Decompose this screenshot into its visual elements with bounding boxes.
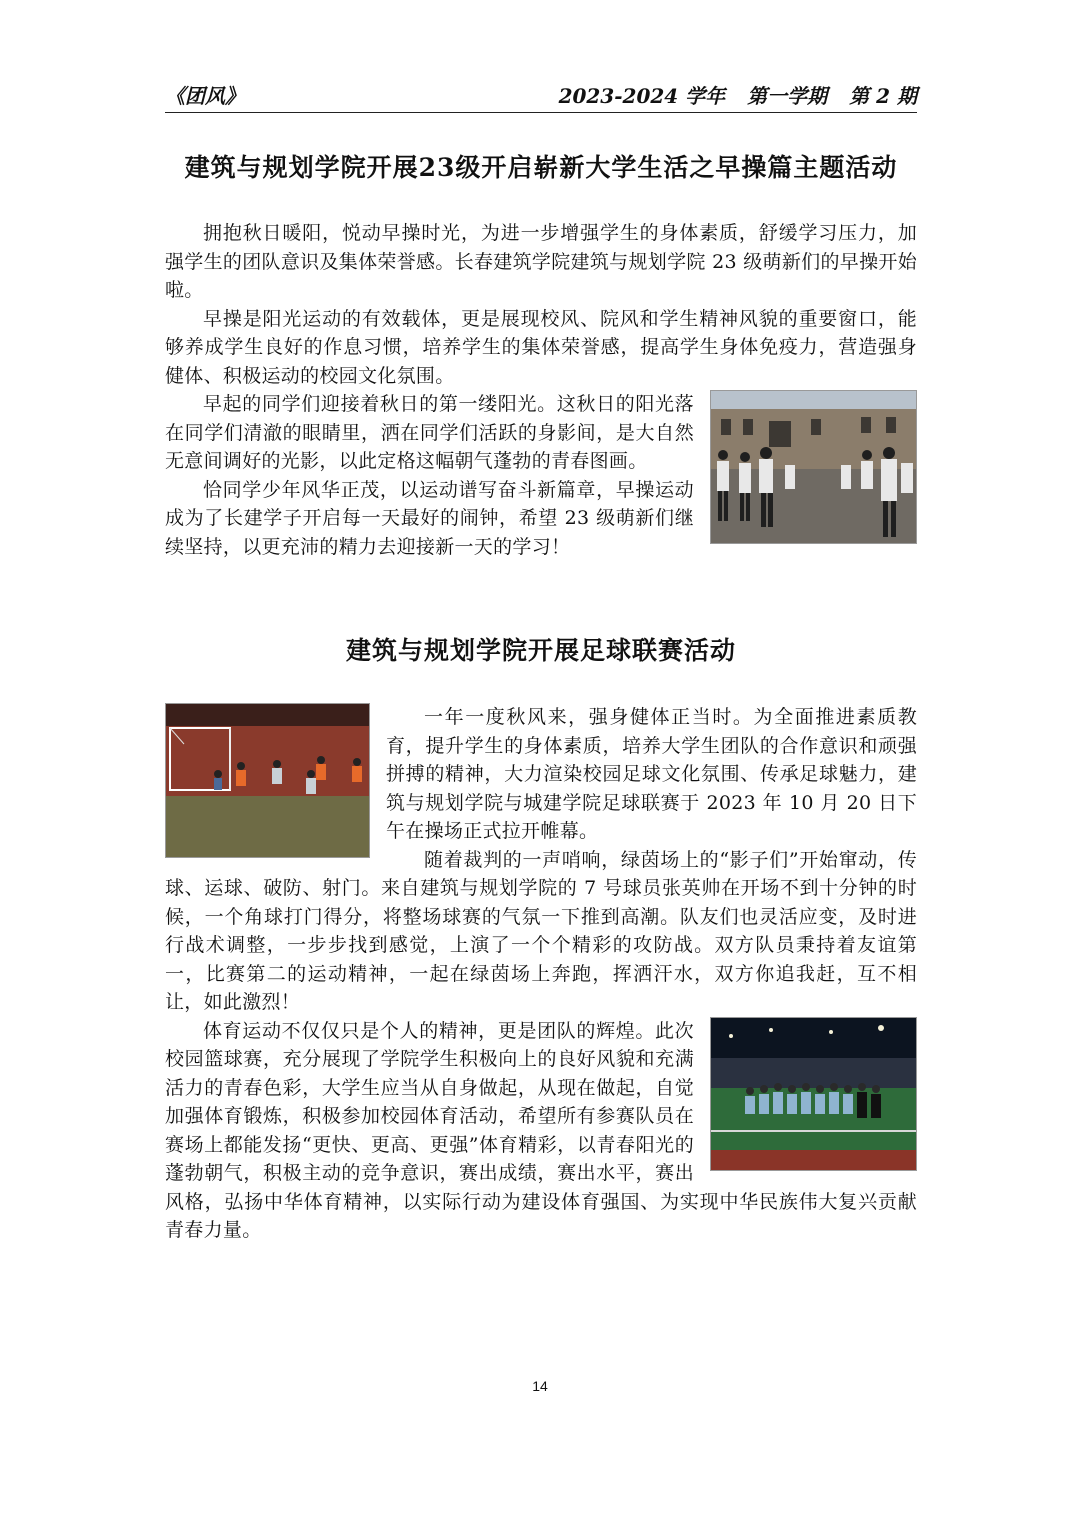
article2-body (165, 703, 917, 1245)
issue-info (537, 80, 917, 109)
article1-paragraph: 早起的同学们迎接着秋日的第一缕阳光。这秋日的阳光落在同学们清澈的眼睛里，洒在同学们活跃的身影间，是大自然无意间调好的光影，以此定格这幅朝气蓬勃的青春图画。 (165, 393, 694, 472)
football-match-image (166, 704, 369, 857)
school-year: 2023-2024 学年 (558, 84, 726, 108)
morning-exercise-photo (710, 390, 917, 544)
article1-body (165, 219, 917, 561)
article2-paragraph: 随着裁判的一声哨响，绿茵场上的“影子们”开始窜动，传球、运球、破防、射门。来自建筑与规划学院的 7 号球员张英帅在开场不到十分钟的时候，一个角球打门得分，将整场球赛的气氛一下推到高潮。队友们也灵活应变，及时进行战术调整，一步步找到感觉，上演了一个个精彩的攻防战。双方队员秉持着友谊第一，比赛第二的运动精神，一起在绿茵场上奔跑，挥洒汗水，双方你追我赶，互不相让，如此激烈！ (165, 848, 917, 1013)
morning-exercise-image (711, 391, 916, 543)
term: 第一学期 (747, 84, 828, 108)
article1-paragraph: 早操是阳光运动的有效载体，更是展现校风、院风和学生精神风貌的重要窗口，能够养成学生良好的作息习惯，培养学生的集体荣誉感，提高学生身体免疫力，营造强身健体、积极运动的校园文化氛围。 (165, 307, 917, 387)
page-number: 14 (532, 1378, 548, 1394)
team-photo-image (711, 1018, 916, 1170)
article2-paragraph: 一年一度秋风来，强身健体正当时。为全面推进素质教育，提升学生的身体素质，培养大学生团队的合作意识和顽强拼搏的精神，大力渲染校园足球文化氛围、传承足球魅力，建筑与规划学院与城建学院足球联赛于 2023 年 10 月 20 日下午在操场正式拉开帷幕。 (386, 706, 917, 842)
article1-paragraph: 拥抱秋日暖阳，悦动早操时光，为进一步增强学生的身体素质，舒缓学习压力，加强学生的团队意识及集体荣誉感。长春建筑学院建筑与规划学院 23 级萌新们的早操开始啦。 (165, 222, 917, 301)
article2-paragraph: 体育运动不仅仅只是个人的精神，更是团队的辉煌。此次校园篮球赛，充分展现了学院学生积极向上的良好风貌和充满活力的青春色彩，大学生应当从自身做起，从现在做起，自觉加强体育锻炼，积极参加校园体育活动，希望所有参赛队员在赛场上都能发扬“更快、更高、更强”体育精彩，以青春阳光的蓬勃朝气，积极主动的竞争意识，赛出成绩，赛出水平，赛出风格，弘扬中华体育精神，以实际行动为建设体育强国、为实现中华民族伟大复兴贡献青春力量。 (165, 1019, 917, 1241)
page-header (165, 78, 917, 113)
publication-name: 《团风》 (165, 84, 245, 108)
football-match-photo (165, 703, 370, 858)
team-photo (710, 1017, 917, 1171)
article1-paragraph: 恰同学少年风华正茂，以运动谱写奋斗新篇章，早操运动成为了长建学子开启每一天最好的闹钟，希望 23 级萌新们继续坚持，以更充沛的精力去迎接新一天的学习！ (165, 478, 694, 558)
article1-title: 建筑与规划学院开展23级开启崭新大学生活之早操篇主题活动 (184, 153, 898, 182)
issue-number: 第 2 期 (849, 84, 917, 108)
article2-title: 建筑与规划学院开展足球联赛活动 (345, 636, 736, 665)
